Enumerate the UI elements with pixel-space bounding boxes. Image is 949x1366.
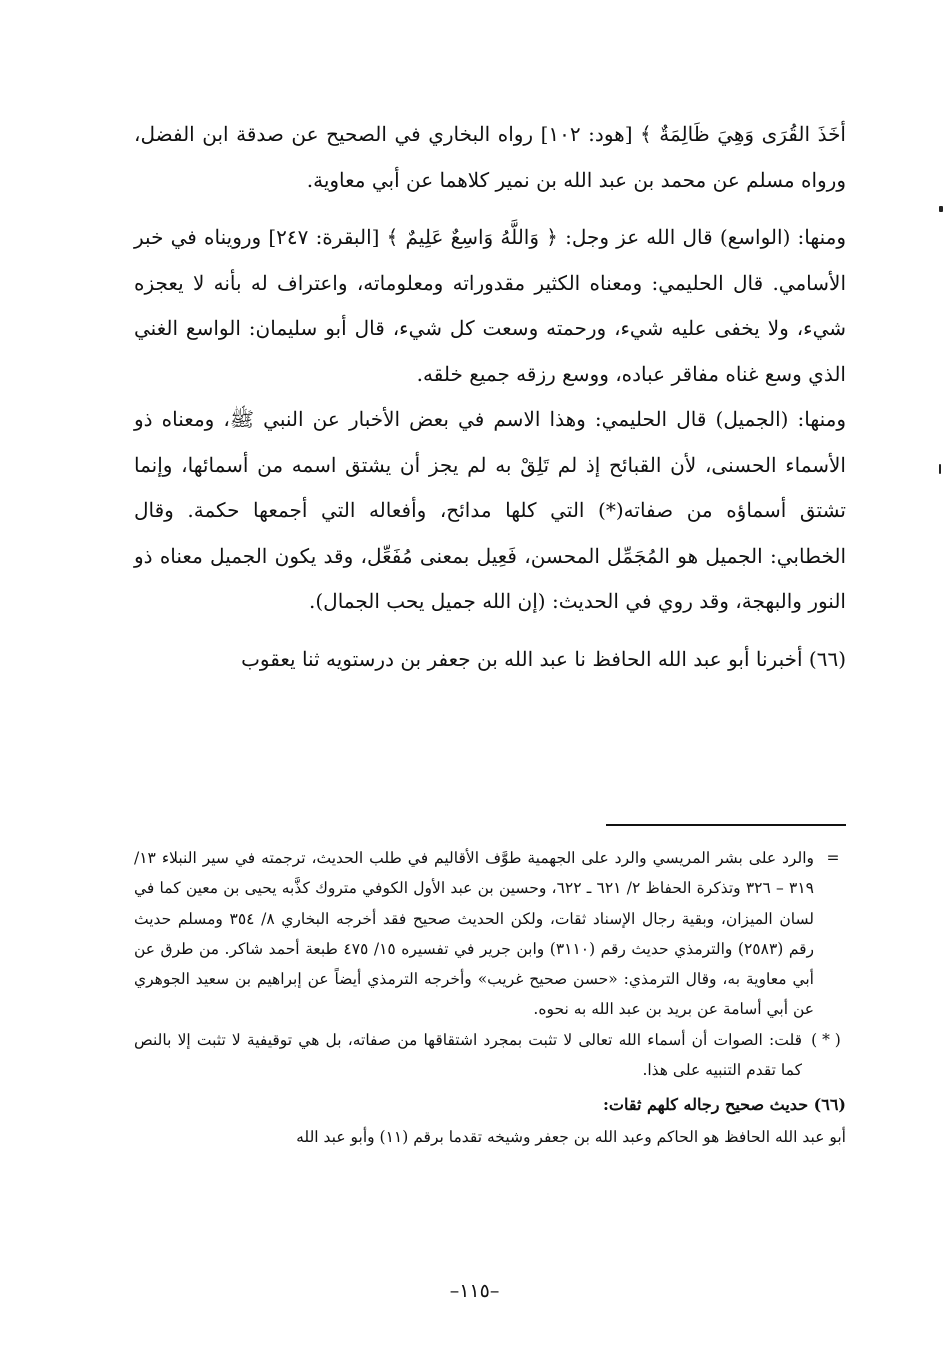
paragraph-hadith-66: (٦٦) أخبرنا أبو عبد الله الحافظ نا عبد الله بن جعفر بن درستويه ثنا يعقوب	[241, 646, 846, 671]
footnote-star-text: قلت: الصوات أن أسماء الله تعالى لا تثبت بمجرد اشتقاقها من صفاته، بل هي توقيفية لا تثبت إلا بالنص كما تقدم التنبيه على هذا.	[134, 1030, 802, 1080]
paragraph-hadith-end: أخَذَ القُرَى وَهِيَ ظَالِمَةٌ ﴾ [هود: ١٠٢] رواه البخاري في الصحيح عن صدقة ابن الفضل، ورواه مسلم عن محمد بن عبد الله بن نمير كلاهما عن أبي معاوية.	[134, 122, 846, 192]
paragraph-al-jamil: ومنها: (الجميل) قال الحليمي: وهذا الاسم في بعض الأخبار عن النبي ﷺ، ومعناه ذو الأسماء الحسنى، لأن القبائح إذ لم تَلِقْ به لم يجز أن يشتق اسمه من أسمائها، وإنما تشتق أسماؤه من صفاته(*) التي كلها مدائح، وأفعاله التي أجمعها حكمة. وقال الخطابي: الجميل هو المُجَمِّل المحسن، فَعِيل بمعنى مُفَعِّل، وقد يكون الجميل معناه ذو النور والبهجة، وقد روي في الحديث: (إن الله جميل يحب الجمال).	[134, 407, 847, 613]
footnote-separator	[606, 824, 846, 826]
footnote-continuation-text: والرد على بشر المريسي والرد على الجهمية طوَّف الأقاليم في طلب الحديث، ترجمته في سير النبلاء ١٣/ ٣١٩ – ٣٢٦ وتذكرة الحفاظ ٢/ ٦٢١ ـ ٦٢٢، وحسين بن عبد الأول الكوفي متروك كذَّبه يحيى بن معين كما في لسان الميزان، وبقية رجال الإسناد ثقات، ولكن الحديث صحيح فقد أخرجه البخاري ٨/ ٣٥٤ ومسلم حديث رقم (٢٥٨٣) والترمذي حديث رقم (٣١١٠) وابن جرير في تفسيره ١٥/ ٤٧٥ طبعة أحمد شاكر. من طرق عن أبي معاوية به، وقال الترمذي: «حسن صحيح غريب» وأخرجه الترمذي أيضاً عن إبراهيم بن سعيد الجوهري عن أبي أسامة عن بريد بن عبد الله به نحوه.	[134, 849, 815, 1019]
margin-mark	[939, 464, 941, 474]
footnote-star	[134, 1025, 846, 1086]
footnote-heading-66: (٦٦) حديث صحيح رجاله كلهم ثقات:	[603, 1095, 846, 1115]
star-marker: ( * )	[811, 1030, 841, 1049]
paragraph-al-wasi: ومنها: (الواسع) قال الله عز وجل: ﴿ وَاللَّهُ وَاسِعٌ عَلِيمٌ ﴾ [البقرة: ٢٤٧] ورويناه في خبر الأسامي. قال الحليمي: ومعناه الكثير مقدوراته ومعلوماته، واعتراف له بأنه لا يعجزه شيء، ولا يخفى عليه شيء، ورحمته وسعت كل شيء، قال أبو سليمان: الواسع الغني الذي وسع غناه مفاقر عباده، ووسع رزقه جميع خلقه.	[134, 225, 847, 386]
continuation-marker: =	[826, 849, 840, 867]
page-number: –١١٥–	[449, 1280, 500, 1302]
main-text	[134, 112, 846, 682]
footnote-continuation	[134, 843, 846, 1025]
footnotes	[134, 843, 846, 1153]
footnote-last-line: أبو عبد الله الحافظ هو الحاكم وعبد الله بن جعفر وشيخه تقدما برقم (١١) وأبو عبد الله	[296, 1128, 846, 1147]
margin-mark	[939, 206, 943, 212]
